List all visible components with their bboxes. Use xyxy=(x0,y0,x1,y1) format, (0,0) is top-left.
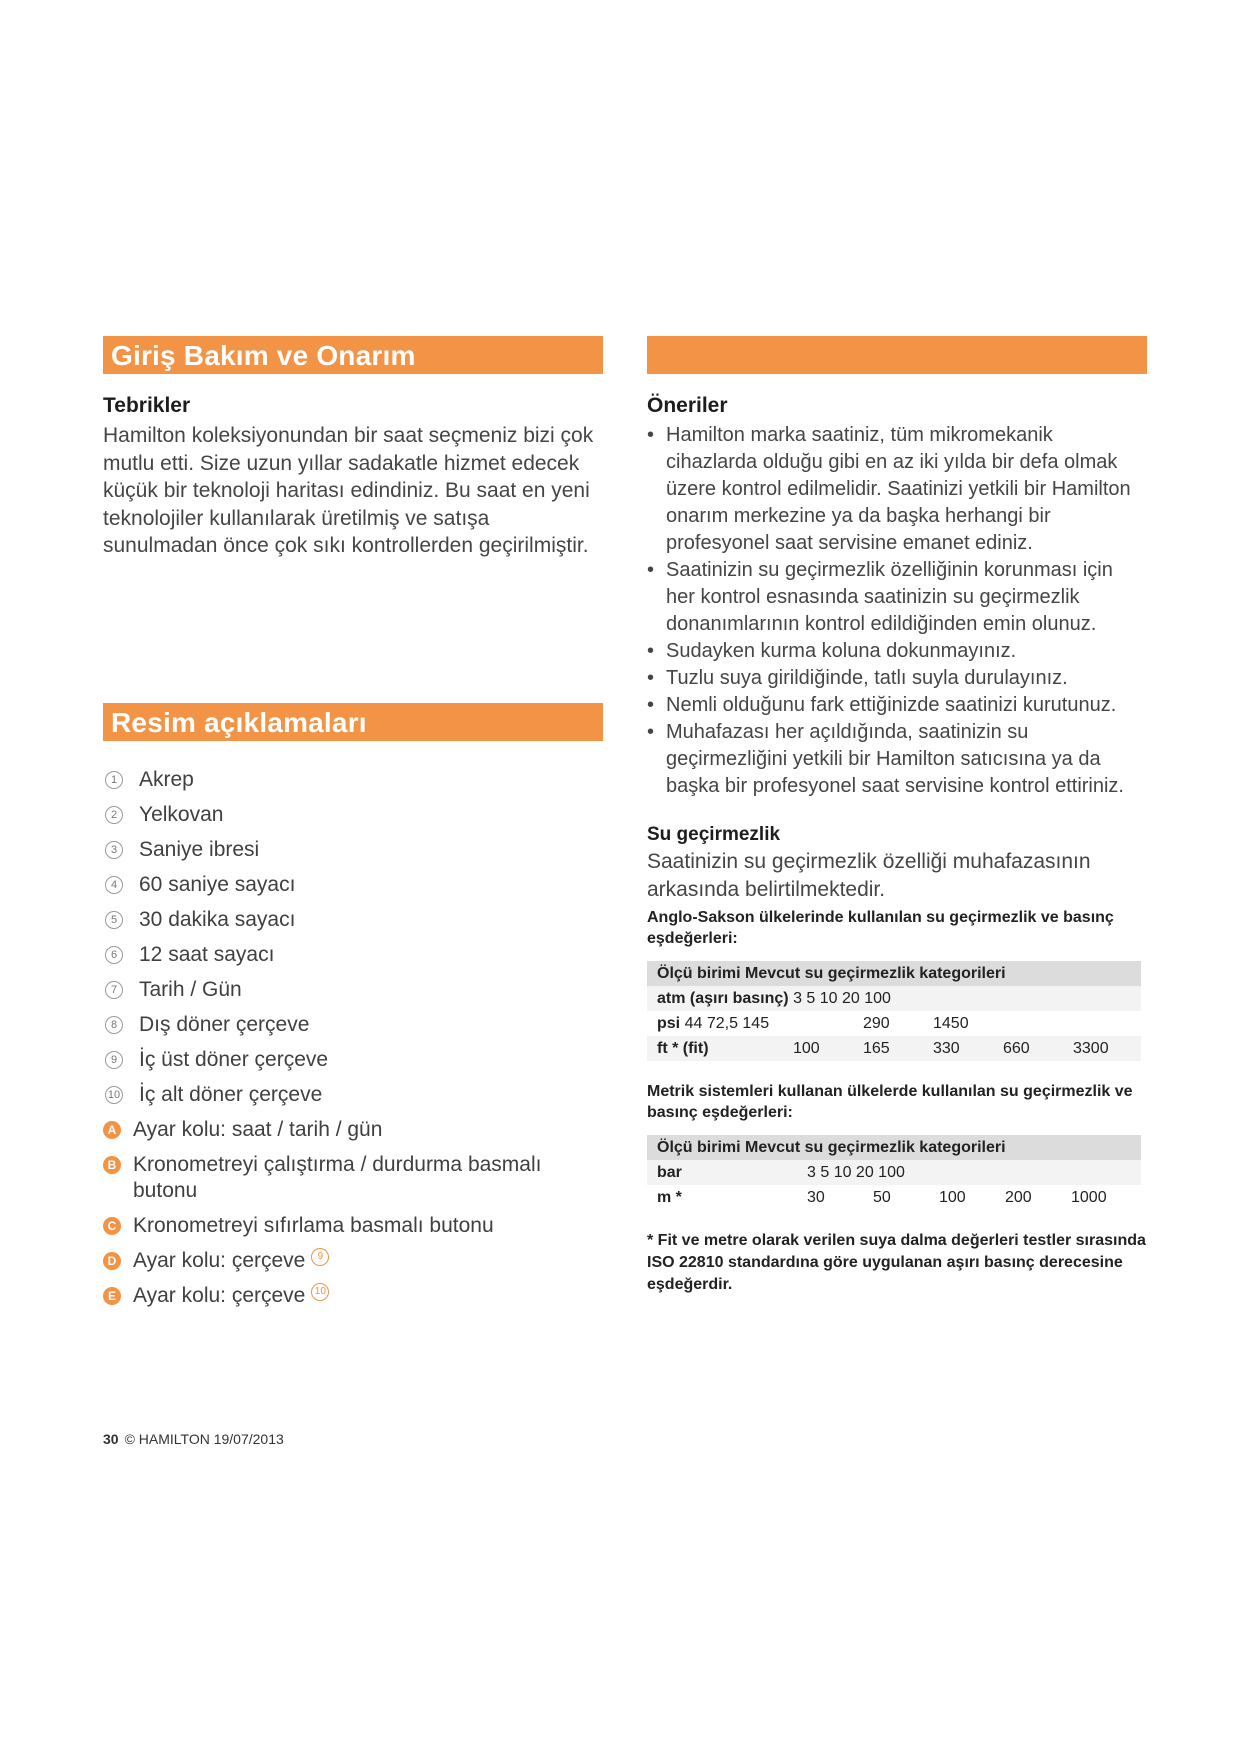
caption-item xyxy=(103,1283,603,1309)
congrats-heading: Tebrikler xyxy=(103,394,191,417)
caption-label: Saniye ibresi xyxy=(139,837,260,861)
recommendation-item: • Saatinizin su geçirmezlik özelliğinin korunması için her kontrol esnasında saatinizin su geçirmezlik donanımlarının kontrol edildiğinden emin olunuz. xyxy=(647,557,1147,638)
table-cell: 3300 xyxy=(1063,1036,1141,1061)
table-cell: 50 xyxy=(863,1185,929,1210)
caption-label: Kronometreyi sıfırlama basmalı butonu xyxy=(133,1213,494,1237)
number-ref-icon: 10 xyxy=(311,1283,329,1301)
table-cell: bar xyxy=(647,1160,797,1185)
table-cell: 165 xyxy=(853,1036,923,1061)
caption-item xyxy=(103,1047,603,1073)
letter-marker-icon: E xyxy=(103,1287,121,1305)
caption-label: İç üst döner çerçeve xyxy=(139,1047,329,1071)
caption-item xyxy=(103,907,603,933)
number-marker-icon: 3 xyxy=(105,841,123,859)
caption-label: İç alt döner çerçeve xyxy=(139,1082,323,1106)
anglo-table-caption: Anglo-Sakson ülkelerinde kullanılan su geçirmezlik ve basınç eşdeğerleri: xyxy=(647,909,1114,947)
caption-label: Kronometreyi çalıştırma / durdurma basmalı butonu xyxy=(133,1152,542,1202)
table-cell: 100 xyxy=(783,1036,853,1061)
caption-item xyxy=(103,1213,603,1239)
caption-label: Akrep xyxy=(139,767,194,791)
recommendations-list xyxy=(647,422,1147,800)
number-marker-icon: 9 xyxy=(105,1051,123,1069)
row-values: 44 72,5 145 xyxy=(684,1015,770,1032)
number-marker-icon: 8 xyxy=(105,1016,123,1034)
caption-item xyxy=(103,1082,603,1108)
anglo-table xyxy=(647,961,1141,1061)
caption-label: Dış döner çerçeve xyxy=(139,1012,310,1036)
caption-item xyxy=(103,767,603,793)
number-marker-icon: 2 xyxy=(105,806,123,824)
number-marker-icon: 10 xyxy=(105,1086,123,1104)
caption-label: Tarih / Gün xyxy=(139,977,242,1001)
table-cell: 660 xyxy=(993,1036,1063,1061)
metric-table xyxy=(647,1135,1141,1210)
number-marker-icon: 5 xyxy=(105,911,123,929)
recommendation-item: • Hamilton marka saatiniz, tüm mikromekanik cihazlarda olduğu gibi en az iki yılda bir defa olmak üzere kontrol edilmelidir. Saatinizi yetkili bir Hamilton onarım merkezine ya da başka herhangi bir profesyonel saat servisine emanet ediniz. xyxy=(647,422,1147,557)
number-marker-icon: 7 xyxy=(105,981,123,999)
letter-marker-icon: D xyxy=(103,1252,121,1270)
table-row xyxy=(647,1011,1141,1036)
right-column xyxy=(647,336,1147,1312)
recommendation-item: • Tuzlu suya girildiğinde, tatlı suyla durulayınız. xyxy=(647,665,1147,692)
table-header-row xyxy=(647,961,1141,986)
letter-marker-icon: B xyxy=(103,1156,121,1174)
table-header-row xyxy=(647,1135,1141,1160)
section-banner-empty xyxy=(647,336,1147,374)
page-footer xyxy=(103,1431,284,1447)
section-banner-captions: Resim açıklamaları xyxy=(103,703,603,741)
caption-item xyxy=(103,977,603,1003)
table-row xyxy=(647,986,1141,1011)
caption-item xyxy=(103,1152,603,1204)
section-banner-intro: Giriş Bakım ve Onarım xyxy=(103,336,603,374)
caption-label: 12 saat sayacı xyxy=(139,942,275,966)
recommendation-item: • Nemli olduğunu fark ettiğinizde saatinizi kurutunuz. xyxy=(647,692,1147,719)
recommendation-item: • Muhafazası her açıldığında, saatinizin su geçirmezliğini yetkili bir Hamilton satıcısına ya da başka bir profesyonel saat servisine kontrol ettiriniz. xyxy=(647,719,1147,800)
water-resistance-text: Saatinizin su geçirmezlik özelliği muhafazasının arkasında belirtilmektedir. xyxy=(647,850,1091,901)
table-header-cell: Ölçü birimi Mevcut su geçirmezlik kategorileri xyxy=(647,961,1141,986)
caption-label: Ayar kolu: çerçeve xyxy=(133,1283,306,1307)
letter-marker-icon: A xyxy=(103,1121,121,1139)
caption-list xyxy=(103,767,603,1309)
table-row xyxy=(647,1036,1141,1061)
caption-item xyxy=(103,1012,603,1038)
table-cell xyxy=(647,986,1141,1011)
caption-item xyxy=(103,942,603,968)
caption-item xyxy=(103,1117,603,1143)
table-header-cell: Ölçü birimi Mevcut su geçirmezlik kategorileri xyxy=(647,1135,1141,1160)
table-cell: 3 5 10 20 100 xyxy=(797,1160,1141,1185)
footnote: * Fit ve metre olarak verilen suya dalma değerleri testler sırasında ISO 22810 standardına göre uygulanan aşırı basınç derecesine eşdeğerdir. xyxy=(647,1232,1146,1293)
table-cell: 330 xyxy=(923,1036,993,1061)
caption-label: Yelkovan xyxy=(139,802,224,826)
table-cell: 1000 xyxy=(1061,1185,1141,1210)
recommendations-heading: Öneriler xyxy=(647,394,728,417)
table-cell: 200 xyxy=(995,1185,1061,1210)
number-marker-icon: 4 xyxy=(105,876,123,894)
table-cell: 30 xyxy=(797,1185,863,1210)
row-label: psi xyxy=(657,1015,681,1032)
row-label: atm (aşırı basınç) xyxy=(657,990,789,1007)
caption-label: 60 saniye sayacı xyxy=(139,872,296,896)
water-resistance-heading: Su geçirmezlik xyxy=(647,824,781,845)
congrats-text: Hamilton koleksiyonundan bir saat seçmeniz bizi çok mutlu etti. Size uzun yıllar sadakatle hizmet edecek küçük bir teknoloji haritası edindiniz. Bu saat en yeni teknolojiler kullanılarak üretilmiş ve satışa sunulmadan önce çok sıkı kontrollerden geçirilmiştir. xyxy=(103,424,594,557)
caption-label: Ayar kolu: çerçeve xyxy=(133,1248,306,1272)
metric-table-caption: Metrik sistemleri kullanan ülkelerde kullanılan su geçirmezlik ve basınç eşdeğerleri: xyxy=(647,1083,1133,1121)
table-cell: 100 xyxy=(929,1185,995,1210)
left-column xyxy=(103,336,603,1318)
caption-item xyxy=(103,802,603,828)
caption-label: 30 dakika sayacı xyxy=(139,907,296,931)
letter-marker-icon: C xyxy=(103,1217,121,1235)
footer-text: © HAMILTON 19/07/2013 xyxy=(124,1431,284,1447)
table-cell: m * xyxy=(647,1185,797,1210)
number-ref-icon: 9 xyxy=(311,1248,329,1266)
table-row xyxy=(647,1185,1141,1210)
row-values: 3 5 10 20 100 xyxy=(793,990,891,1007)
caption-label: Ayar kolu: saat / tarih / gün xyxy=(133,1117,383,1141)
caption-item xyxy=(103,872,603,898)
table-cell: ft * (fit) xyxy=(647,1036,783,1061)
caption-item xyxy=(103,837,603,863)
table-cell: 290 xyxy=(853,1011,923,1036)
table-row xyxy=(647,1160,1141,1185)
caption-item xyxy=(103,1248,603,1274)
number-marker-icon: 6 xyxy=(105,946,123,964)
recommendation-item: • Sudayken kurma koluna dokunmayınız. xyxy=(647,638,1147,665)
number-marker-icon: 1 xyxy=(105,771,123,789)
page-number: 30 xyxy=(103,1431,119,1447)
table-cell: 1450 xyxy=(923,1011,1141,1036)
table-cell xyxy=(647,1011,853,1036)
